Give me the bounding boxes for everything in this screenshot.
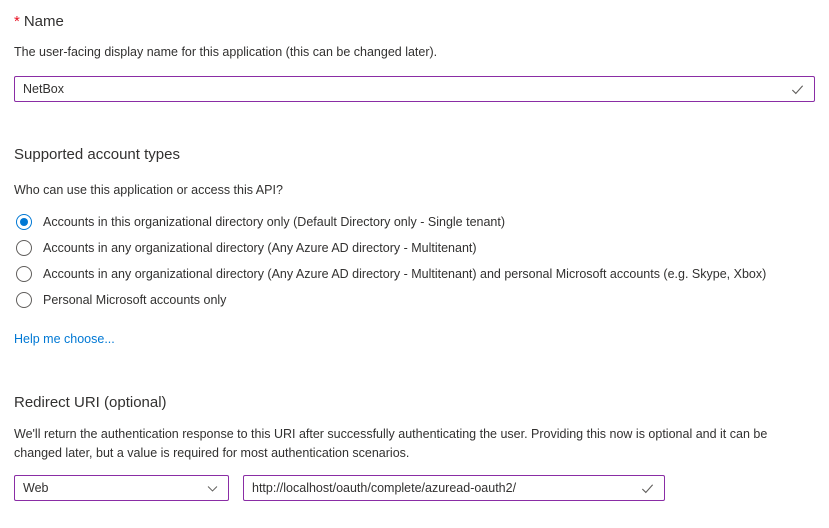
redirect-uri-input[interactable] xyxy=(244,476,640,500)
radio-option-label[interactable]: Accounts in any organizational directory (Any Azure AD directory - Multitenant) and personal Microsoft accounts (e.g. Skype, Xbox) xyxy=(43,267,767,281)
radio-option-multitenant-personal[interactable] xyxy=(14,261,815,287)
radio-option-personal-only[interactable] xyxy=(14,287,815,313)
app-registration-form xyxy=(0,12,829,528)
radio-dot xyxy=(20,296,28,304)
radio-button[interactable] xyxy=(16,214,32,230)
account-types-question: Who can use this application or access this API? xyxy=(14,183,283,197)
redirect-uri-row xyxy=(14,475,815,501)
redirect-uri-description: We'll return the authentication response to this URI after successfully authenticating the user. Providing this now is optional and it can be changed later, but a value is required for most authentication scenarios. xyxy=(14,427,768,460)
name-description: The user-facing display name for this application (this can be changed later). xyxy=(14,45,438,59)
name-section-title-text: Name xyxy=(23,13,64,30)
radio-dot xyxy=(20,270,28,278)
name-input-box xyxy=(14,76,815,102)
check-icon xyxy=(640,481,655,496)
radio-option-label[interactable]: Accounts in any organizational directory (Any Azure AD directory - Multitenant) xyxy=(43,241,477,255)
redirect-uri-title: Redirect URI (optional) xyxy=(14,394,167,411)
radio-option-label[interactable]: Accounts in this organizational directory only (Default Directory only - Single tenant) xyxy=(43,215,506,229)
radio-dot xyxy=(20,244,28,252)
supported-account-types-section xyxy=(14,145,815,347)
platform-select[interactable] xyxy=(14,475,229,501)
redirect-uri-input-box xyxy=(243,475,665,501)
help-me-choose-link[interactable]: Help me choose... xyxy=(14,332,115,346)
radio-button[interactable] xyxy=(16,266,32,282)
radio-dot xyxy=(20,218,28,226)
radio-option-single-tenant[interactable] xyxy=(14,209,815,235)
name-input[interactable] xyxy=(15,77,790,101)
check-icon xyxy=(790,82,805,97)
radio-button[interactable] xyxy=(16,292,32,308)
chevron-down-icon xyxy=(206,482,219,495)
supported-account-types-title: Supported account types xyxy=(14,146,180,163)
platform-select-value: Web xyxy=(23,481,49,495)
account-type-radio-group xyxy=(14,209,815,313)
required-asterisk: * xyxy=(14,13,20,30)
radio-button[interactable] xyxy=(16,240,32,256)
redirect-uri-section xyxy=(14,393,815,501)
name-section xyxy=(14,12,815,102)
radio-option-label[interactable]: Personal Microsoft accounts only xyxy=(43,293,227,307)
name-section-title xyxy=(14,12,815,32)
radio-option-multitenant[interactable] xyxy=(14,235,815,261)
